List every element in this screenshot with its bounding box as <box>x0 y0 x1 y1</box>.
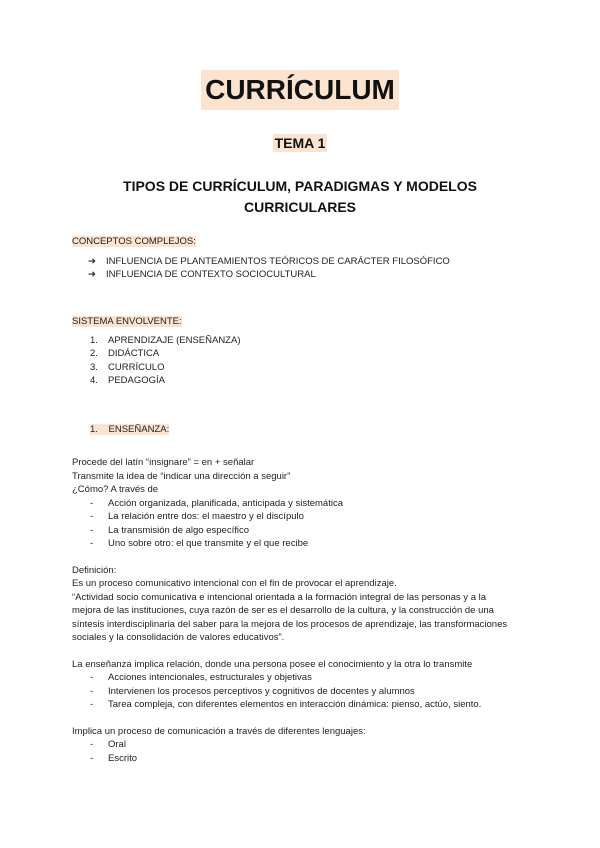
list-item-text: APRENDIZAJE (ENSEÑANZA) <box>108 334 241 346</box>
paragraph-line: mejora de las instituciones, cuya razón de ser es el desarrollo de la cultura, y la construcción de una <box>72 605 494 616</box>
subtitle-line: TIPOS DE CURRÍCULUM, PARADIGMAS Y MODELOS <box>123 178 477 194</box>
sistema-list <box>72 334 532 388</box>
tema-container <box>0 134 600 153</box>
comunicacion-list <box>72 738 532 765</box>
list-item <box>72 698 532 712</box>
ensenanza-body <box>72 456 532 765</box>
como-list <box>72 497 532 551</box>
conceptos-section <box>72 235 532 282</box>
list-item <box>72 738 532 752</box>
list-item-text: Acción organizada, planificada, anticipada y sistemática <box>108 497 343 509</box>
ensenanza-heading <box>90 424 169 435</box>
sistema-section <box>72 315 532 388</box>
paragraph-line: La enseñanza implica relación, donde una persona posee el conocimiento y la otra lo transmite <box>72 658 473 670</box>
title-container <box>0 70 600 110</box>
list-item-text: PEDAGOGÍA <box>108 375 166 386</box>
list-item <box>72 510 532 524</box>
sistema-heading: SISTEMA ENVOLVENTE: <box>72 316 182 327</box>
dash-bullet: - <box>90 511 94 522</box>
definicion-label: Definición: <box>72 564 117 576</box>
list-item-text: INFLUENCIA DE CONTEXTO SOCIOCULTURAL <box>106 269 316 280</box>
list-item-text: DIDÁCTICA <box>108 348 160 359</box>
section-title: ENSEÑANZA: <box>108 424 170 435</box>
list-item-text: INFLUENCIA DE PLANTEAMIENTOS TEÓRICOS DE CARÁCTER FILOSÓFICO <box>106 255 450 267</box>
list-item-text: Oral <box>108 739 126 750</box>
list-item <box>72 752 532 766</box>
document-title: CURRÍCULUM <box>201 70 399 110</box>
tema-label: TEMA 1 <box>274 135 326 151</box>
list-item <box>72 537 532 551</box>
dash-bullet: - <box>90 497 94 509</box>
paragraph-line: Transmite la idea de “indicar una dirección a seguir” <box>72 470 291 482</box>
list-number: 4. <box>90 375 98 386</box>
relacion-list <box>72 671 532 712</box>
list-item <box>72 334 532 348</box>
list-number: 3. <box>90 361 98 373</box>
list-number: 1. <box>90 334 98 346</box>
list-item <box>72 524 532 538</box>
paragraph-line: síntesis interdisciplinaria del saber para la mejora de los procesos de aprendizaje, las transformaciones <box>72 618 508 630</box>
list-item-text: Intervienen los procesos perceptivos y cognitivos de docentes y alumnos <box>108 685 415 697</box>
dash-bullet: - <box>90 739 94 750</box>
list-item-text: Uno sobre otro: el que transmite y el que recibe <box>108 538 309 549</box>
section-number: 1. <box>90 424 98 435</box>
paragraph-line: Implica un proceso de comunicación a través de diferentes lenguajes: <box>72 725 366 737</box>
paragraph-line: “Actividad socio comunicativa e intencional orientada a la formación integral de las personas y a la <box>72 591 487 603</box>
list-item-text: La relación entre dos: el maestro y el discípulo <box>108 511 304 522</box>
dash-bullet: - <box>90 699 94 710</box>
subtitle-line: CURRICULARES <box>244 199 356 215</box>
list-item-text: Escrito <box>108 752 138 764</box>
list-item <box>72 347 532 361</box>
dash-bullet: - <box>90 685 94 697</box>
list-item <box>72 268 532 282</box>
list-item <box>72 361 532 375</box>
list-item <box>72 685 532 699</box>
list-number: 2. <box>90 348 98 359</box>
document-subtitle <box>100 176 500 218</box>
arrow-icon: ➔ <box>88 255 96 267</box>
paragraph-line: sociales y la consolidación de valores educativos”. <box>72 632 285 643</box>
ensenanza-heading-row <box>90 423 169 437</box>
paragraph-line: Procede del latín “insignare” = en + señalar <box>72 457 255 468</box>
list-item <box>72 374 532 388</box>
dash-bullet: - <box>90 538 94 549</box>
list-item <box>72 671 532 685</box>
list-item-text: La transmisión de algo específico <box>108 524 249 536</box>
list-item <box>72 255 532 269</box>
conceptos-list <box>72 255 532 282</box>
dash-bullet: - <box>90 524 94 536</box>
paragraph-line: Es un proceso comunicativo intencional con el fin de provocar el aprendizaje. <box>72 578 397 589</box>
list-item-text: Tarea compleja, con diferentes elementos en interacción dinámica: pienso, actúo, siento. <box>108 699 482 710</box>
dash-bullet: - <box>90 672 94 683</box>
arrow-icon: ➔ <box>88 269 96 280</box>
list-item-text: CURRÍCULO <box>108 361 165 373</box>
list-item-text: Acciones intencionales, estructurales y objetivas <box>108 672 312 683</box>
conceptos-heading: CONCEPTOS COMPLEJOS: <box>72 236 196 247</box>
paragraph-line: ¿Cómo? A través de <box>72 484 159 495</box>
dash-bullet: - <box>90 752 94 764</box>
list-item <box>72 497 532 511</box>
